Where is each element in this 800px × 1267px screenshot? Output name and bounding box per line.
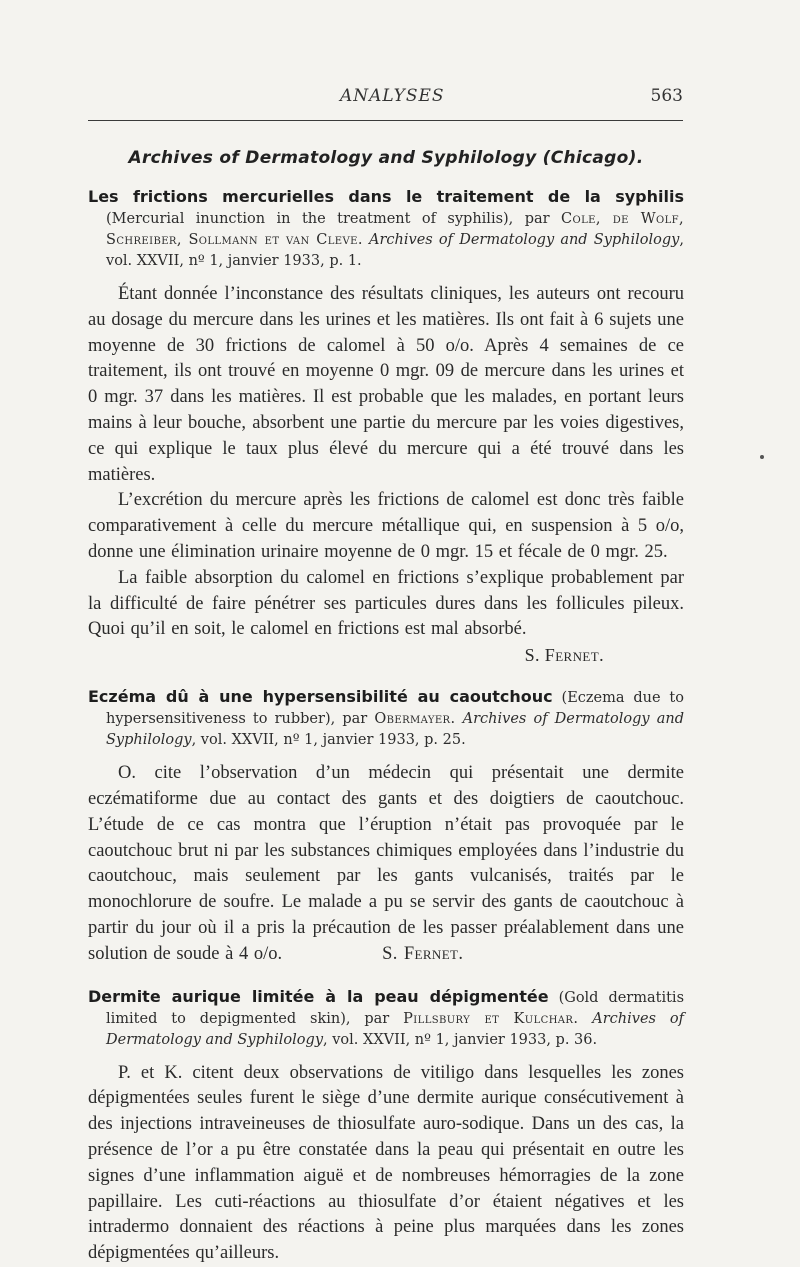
article-3-header — [88, 986, 684, 1051]
article-2 — [88, 686, 684, 967]
article-3-title: Dermite aurique limitée à la peau dépigmentée — [88, 986, 549, 1006]
article-3-english-title: (Gold dermatitis limited to depigmented skin), par — [106, 989, 685, 1027]
margin-mark — [760, 455, 764, 459]
article-2-paragraph-1 — [88, 761, 684, 967]
article-3 — [88, 986, 684, 1267]
article-2-header — [88, 686, 684, 751]
article-1-journal: Archives of Dermatology and Syphilology — [369, 232, 680, 248]
article-1-signature: S. Fernet. — [524, 645, 604, 666]
article-1-authors: Cole, de Wolf, Schreiber, Sollmann et van Cleve. — [106, 211, 684, 248]
header-rule — [88, 120, 683, 121]
article-2-english-title: (Eczema due to hypersensitiveness to rubber), par — [106, 690, 684, 728]
article-3-paragraph-1: P. et K. citent deux observations de vitiligo dans lesquelles les zones dépigmentées seules furent le siège d’une dermite aurique consécutivement à des injections intraveineuses de thiosulfate auro-sodique. Dans un des cas, la présence de l’or a pu être constatée dans la peau qui présentait en outre les signes d’une inflammation aiguë et de nombreuses hémorragies de la zone papillaire. Les cuti-réactions au thiosulfate d’or étaient négatives et les intradermo donnaient des réactions à peine plus marquées dans les zones dépigmentées qu’ailleurs. — [88, 1062, 684, 1264]
article-1-paragraph-3: La faible absorption du calomel en frictions s’explique probablement par la difficulté de faire pénétrer ses particules dures dans les follicules pileux. Quoi qu’il en soit, le calomel en frictions est mal absorbé. — [88, 567, 684, 640]
article-2-title: Eczéma dû à une hypersensibilité au caoutchouc — [88, 687, 553, 707]
article-1-paragraph-1: Étant donnée l’inconstance des résultats cliniques, les auteurs ont recouru au dosage du mercure dans les urines et les matières. Ils ont fait à 6 sujets une moyenne de 30 frictions de calomel à 50 o/o. Après 4 semaines de ce traitement, ils ont trouvé en moyenne 0 mgr. 09 de mercure dans les urines et 0 mgr. 37 dans les matières. Il est probable que les malades, en portant leurs mains à leur bouche, absorbent une partie du mercure par les voies digestives, ce qui explique le taux plus élevé du mercure qui a été trouvé dans les matières. — [88, 284, 684, 485]
article-1-english-title: (Mercurial inunction in the treatment of syphilis), par — [106, 211, 562, 227]
journal-section-title: Archives of Dermatology and Syphilology (Chicago). — [128, 148, 644, 168]
article-1-header — [88, 186, 684, 272]
article-2-ref: , vol. XXVII, nº 1, janvier 1933, p. 25. — [191, 732, 466, 749]
article-1-title: Les frictions mercurielles dans le traitement de la syphilis — [88, 187, 684, 206]
article-1 — [88, 186, 684, 668]
article-2-authors: Obermayer. — [374, 711, 456, 728]
article-2-journal: Archives of Dermatology and Syphilology — [106, 711, 684, 749]
article-2-signature: S. Fernet. — [382, 943, 464, 964]
article-3-authors: Pillsbury et Kulchar. — [403, 1010, 579, 1027]
page-content — [88, 140, 684, 1267]
article-2-paragraph-1-text: O. cite l’observation d’un médecin qui présentait une dermite eczématiforme due au contact des gants et des doigtiers de caoutchouc. L’étude de ce cas montra que l’éruption n’était pas provoquée par le caoutchouc brut ni par les substances chimiques employées dans l’industrie du caoutchouc, mais seulement par les gants vulcanisés, traités par le monochlorure de soufre. Le malade a pu se servir des gants de caoutchouc à partir du jour où il a pris la précaution de les passer préalablement dans une solution de soude à 4 o/o. — [88, 763, 684, 964]
running-head-title: ANALYSES — [340, 86, 445, 106]
article-3-ref: , vol. XXVII, nº 1, janvier 1933, p. 36. — [323, 1031, 598, 1048]
article-3-journal: Archives of Dermatology and Syphilology — [106, 1010, 684, 1048]
article-1-ref: , vol. XXVII, nº 1, janvier 1933, p. 1. — [106, 232, 684, 269]
page-number: 563 — [650, 86, 683, 106]
article-1-paragraph-2: L’excrétion du mercure après les frictions de calomel est donc très faible comparativement à celle du mercure métallique qui, en suspension à 5 o/o, donne une élimination urinaire moyenne de 0 mgr. 15 et fécale de 0 mgr. 25. — [88, 490, 684, 562]
running-head — [88, 86, 683, 112]
